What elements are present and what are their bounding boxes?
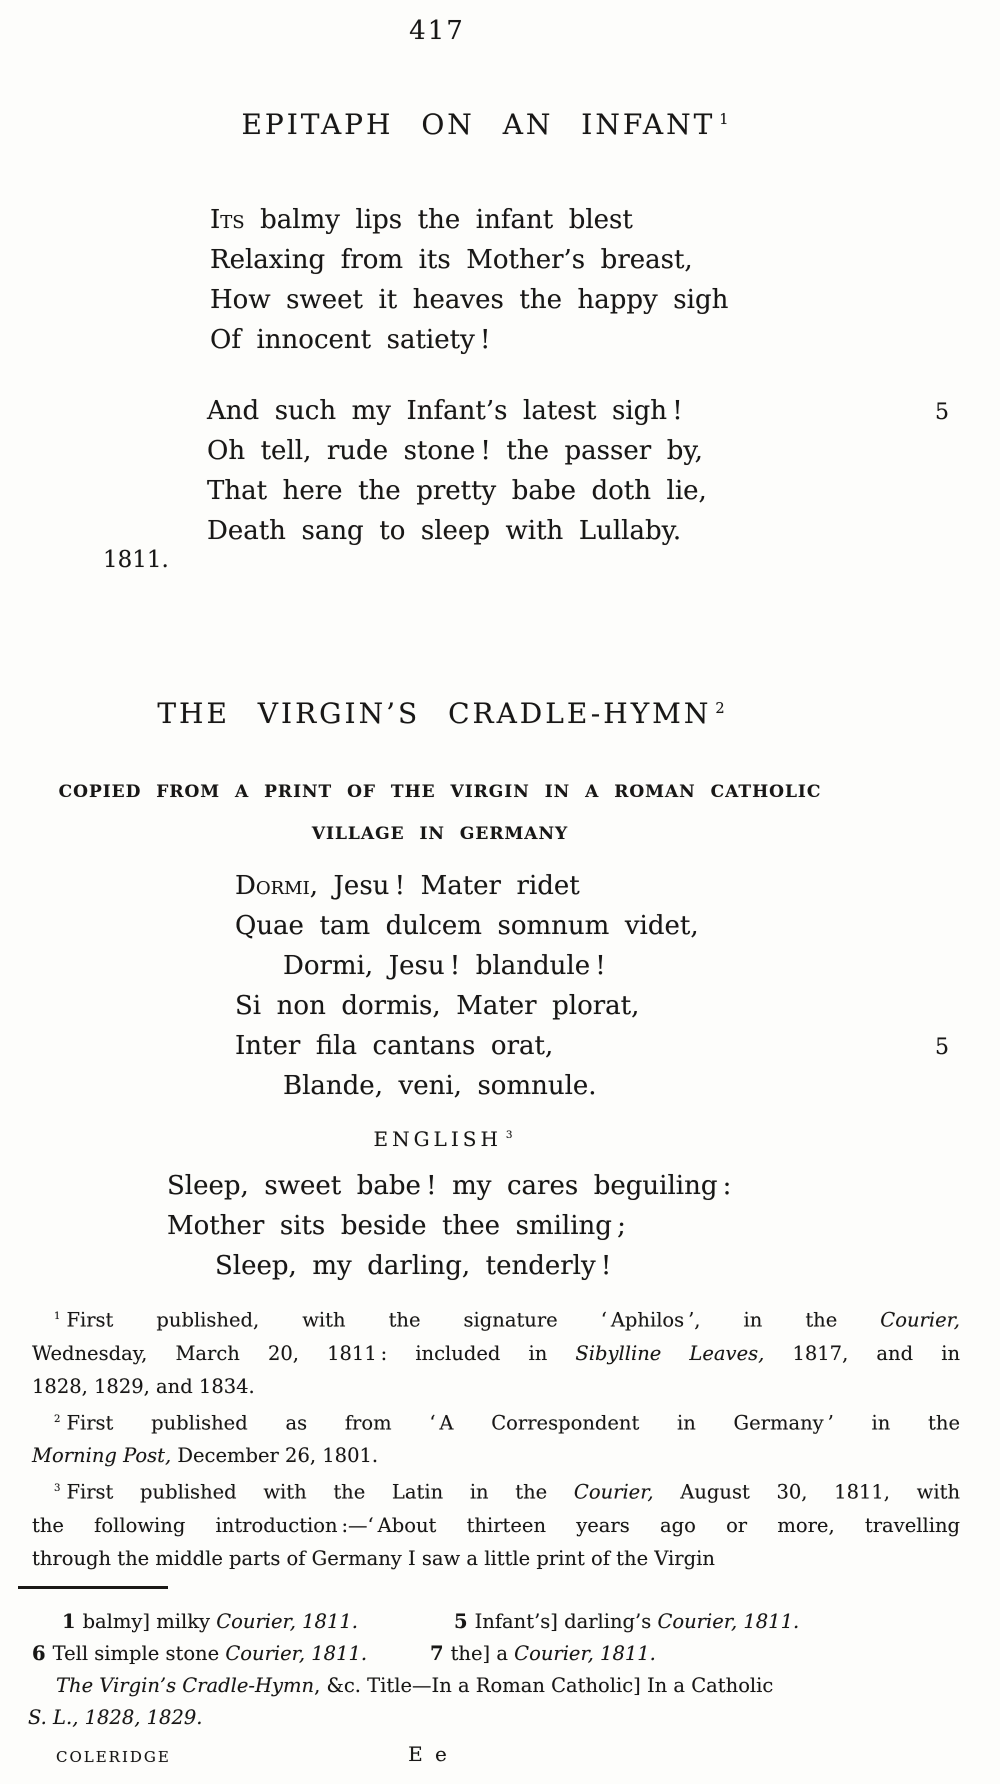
english-heading-text: ENGLISH: [373, 1127, 502, 1151]
verse-line: Sleep, sweet babe ! my cares beguiling :: [167, 1171, 732, 1201]
verse-line: Death sang to sleep with Lullaby.: [207, 516, 682, 546]
poem2-subtitle-line-1: COPIED FROM A PRINT OF THE VIRGIN IN A ROMAN CATHOLIC: [58, 782, 822, 802]
apparatus-line-3: [56, 1674, 773, 1697]
apparatus-line-4: [28, 1706, 202, 1729]
footnote-line: [32, 1472, 960, 1509]
apparatus-line-ref: 7: [430, 1642, 444, 1665]
apparatus-line-ref: 6: [32, 1642, 46, 1665]
poem2-latin-stanza: [235, 866, 975, 1106]
footnote-line: [32, 1337, 960, 1370]
poem1-stanza-2: [207, 391, 987, 551]
verse-line: [210, 200, 980, 240]
footnote-text: December 26, 1801.: [171, 1444, 379, 1467]
footnote-line: the following introduction :—‘ About thirteen years ago or more, travelling: [32, 1513, 960, 1537]
footnote-italic-text: Courier,: [880, 1308, 960, 1332]
poem1-date: 1811.: [103, 547, 169, 573]
apparatus-source: Courier, 1811.: [216, 1610, 358, 1633]
footnote-line: 1828, 1829, and 1834.: [32, 1374, 255, 1398]
apparatus-source: Courier, 1811.: [225, 1642, 368, 1665]
footnote-text: August 30, 1811, with: [653, 1480, 960, 1504]
footnote-ref-1: 1: [719, 110, 729, 128]
verse-line: [235, 1026, 975, 1066]
footnotes-section: [32, 1300, 960, 1575]
footnote-1: [32, 1300, 960, 1403]
footnote-1-marker: 1: [54, 1311, 61, 1322]
poem2-english-stanza: [167, 1166, 947, 1286]
footnote-italic-text: Courier,: [573, 1480, 654, 1504]
apparatus-line-ref: 5: [454, 1610, 468, 1633]
poem1-title-text: EPITAPH ON AN INFANT: [241, 108, 716, 141]
apparatus-text: Tell simple stone: [52, 1642, 226, 1665]
poem2-title-text: THE VIRGIN’S CRADLE-HYMN: [157, 697, 712, 730]
footnote-line: through the middle parts of Germany I saw a little print of the Virgin: [32, 1546, 715, 1570]
poem1-title: [90, 108, 880, 141]
printer-catchword: COLERIDGE: [56, 1748, 171, 1766]
poem2-subtitle-line-2: VILLAGE IN GERMANY: [311, 824, 569, 844]
footnote-2-marker: 2: [54, 1413, 61, 1425]
apparatus-text: balmy] milky: [82, 1610, 217, 1633]
footnote-ref-3: 3: [505, 1129, 513, 1142]
line-number-5: 5: [935, 400, 949, 425]
verse-line: That here the pretty babe doth lie,: [207, 476, 707, 506]
verse-line: Oh tell, rude stone ! the passer by,: [207, 436, 703, 466]
footnote-italic-text: Morning Post,: [32, 1444, 172, 1467]
small-caps-lead: Dormi,: [235, 871, 318, 901]
apparatus-separator-rule: [18, 1586, 168, 1589]
footnote-text: First published as from ‘ A Correspondent in Germany ’ in the: [66, 1411, 960, 1434]
footnote-text: 1817, and in: [764, 1341, 960, 1365]
verse-line: Quae tam dulcem somnum videt,: [235, 911, 699, 941]
verse-line: Dormi, Jesu ! blandule !: [283, 951, 606, 981]
apparatus-line-2: [32, 1642, 960, 1665]
footnote-italic-text: Sibylline Leaves,: [575, 1341, 765, 1365]
apparatus-source: Courier, 1811.: [657, 1610, 800, 1633]
verse-text: Jesu ! Mater ridet: [317, 871, 580, 901]
footnote-text: Wednesday, March 20, 1811 : included in: [32, 1341, 576, 1365]
apparatus-source: Courier, 1811.: [514, 1642, 656, 1665]
verse-text: balmy lips the infant blest: [244, 205, 633, 235]
footnote-3: [32, 1472, 960, 1575]
poem2-title: [0, 697, 882, 730]
apparatus-source: S. L., 1828, 1829.: [28, 1706, 203, 1729]
verse-line: [235, 866, 975, 906]
page-number: 417: [409, 16, 465, 46]
verse-line: Blande, veni, somnule.: [283, 1071, 597, 1101]
apparatus-entry: [32, 1642, 367, 1665]
small-caps-lead: Its: [210, 205, 245, 235]
footnote-line: [32, 1300, 960, 1337]
poem1-stanza-1: [210, 200, 980, 360]
verse-line: [207, 391, 987, 431]
signature-mark: E e: [408, 1742, 450, 1766]
footnote-line: [32, 1439, 960, 1472]
footnote-3-marker: 3: [54, 1483, 61, 1494]
apparatus-line-1: [62, 1610, 960, 1633]
verse-text: And such my Infant’s latest sigh !: [207, 396, 683, 426]
apparatus-line-ref: 1: [62, 1610, 76, 1633]
apparatus-entry: [430, 1642, 656, 1665]
footnote-ref-2: 2: [715, 699, 725, 717]
apparatus-poem-title: The Virgin’s Cradle-Hymn: [56, 1674, 315, 1697]
verse-line: How sweet it heaves the happy sigh: [210, 285, 729, 315]
verse-line: Mother sits beside thee smiling ;: [167, 1211, 626, 1241]
line-number-5: 5: [935, 1035, 949, 1060]
verse-text: Inter fila cantans orat,: [235, 1031, 554, 1061]
verse-line: Relaxing from its Mother’s breast,: [210, 245, 693, 275]
footnote-text: First published with the Latin in the: [66, 1480, 574, 1504]
apparatus-text: the] a: [450, 1642, 515, 1665]
apparatus-entry: [454, 1610, 799, 1633]
apparatus-text: , &c. Title—In a Roman Catholic] In a Catholic: [314, 1674, 774, 1697]
apparatus-text: Infant’s] darling’s: [474, 1610, 658, 1633]
verse-line: Si non dormis, Mater plorat,: [235, 991, 640, 1021]
apparatus-entry: [62, 1610, 358, 1633]
english-section-heading: [0, 1127, 886, 1151]
footnote-2: [32, 1403, 960, 1473]
footnote-text: First published, with the signature ‘ Aphilos ’, in the: [66, 1308, 881, 1332]
verse-line: Of innocent satiety !: [210, 325, 491, 355]
footnote-line: [32, 1403, 960, 1440]
verse-line: Sleep, my darling, tenderly !: [215, 1251, 612, 1281]
